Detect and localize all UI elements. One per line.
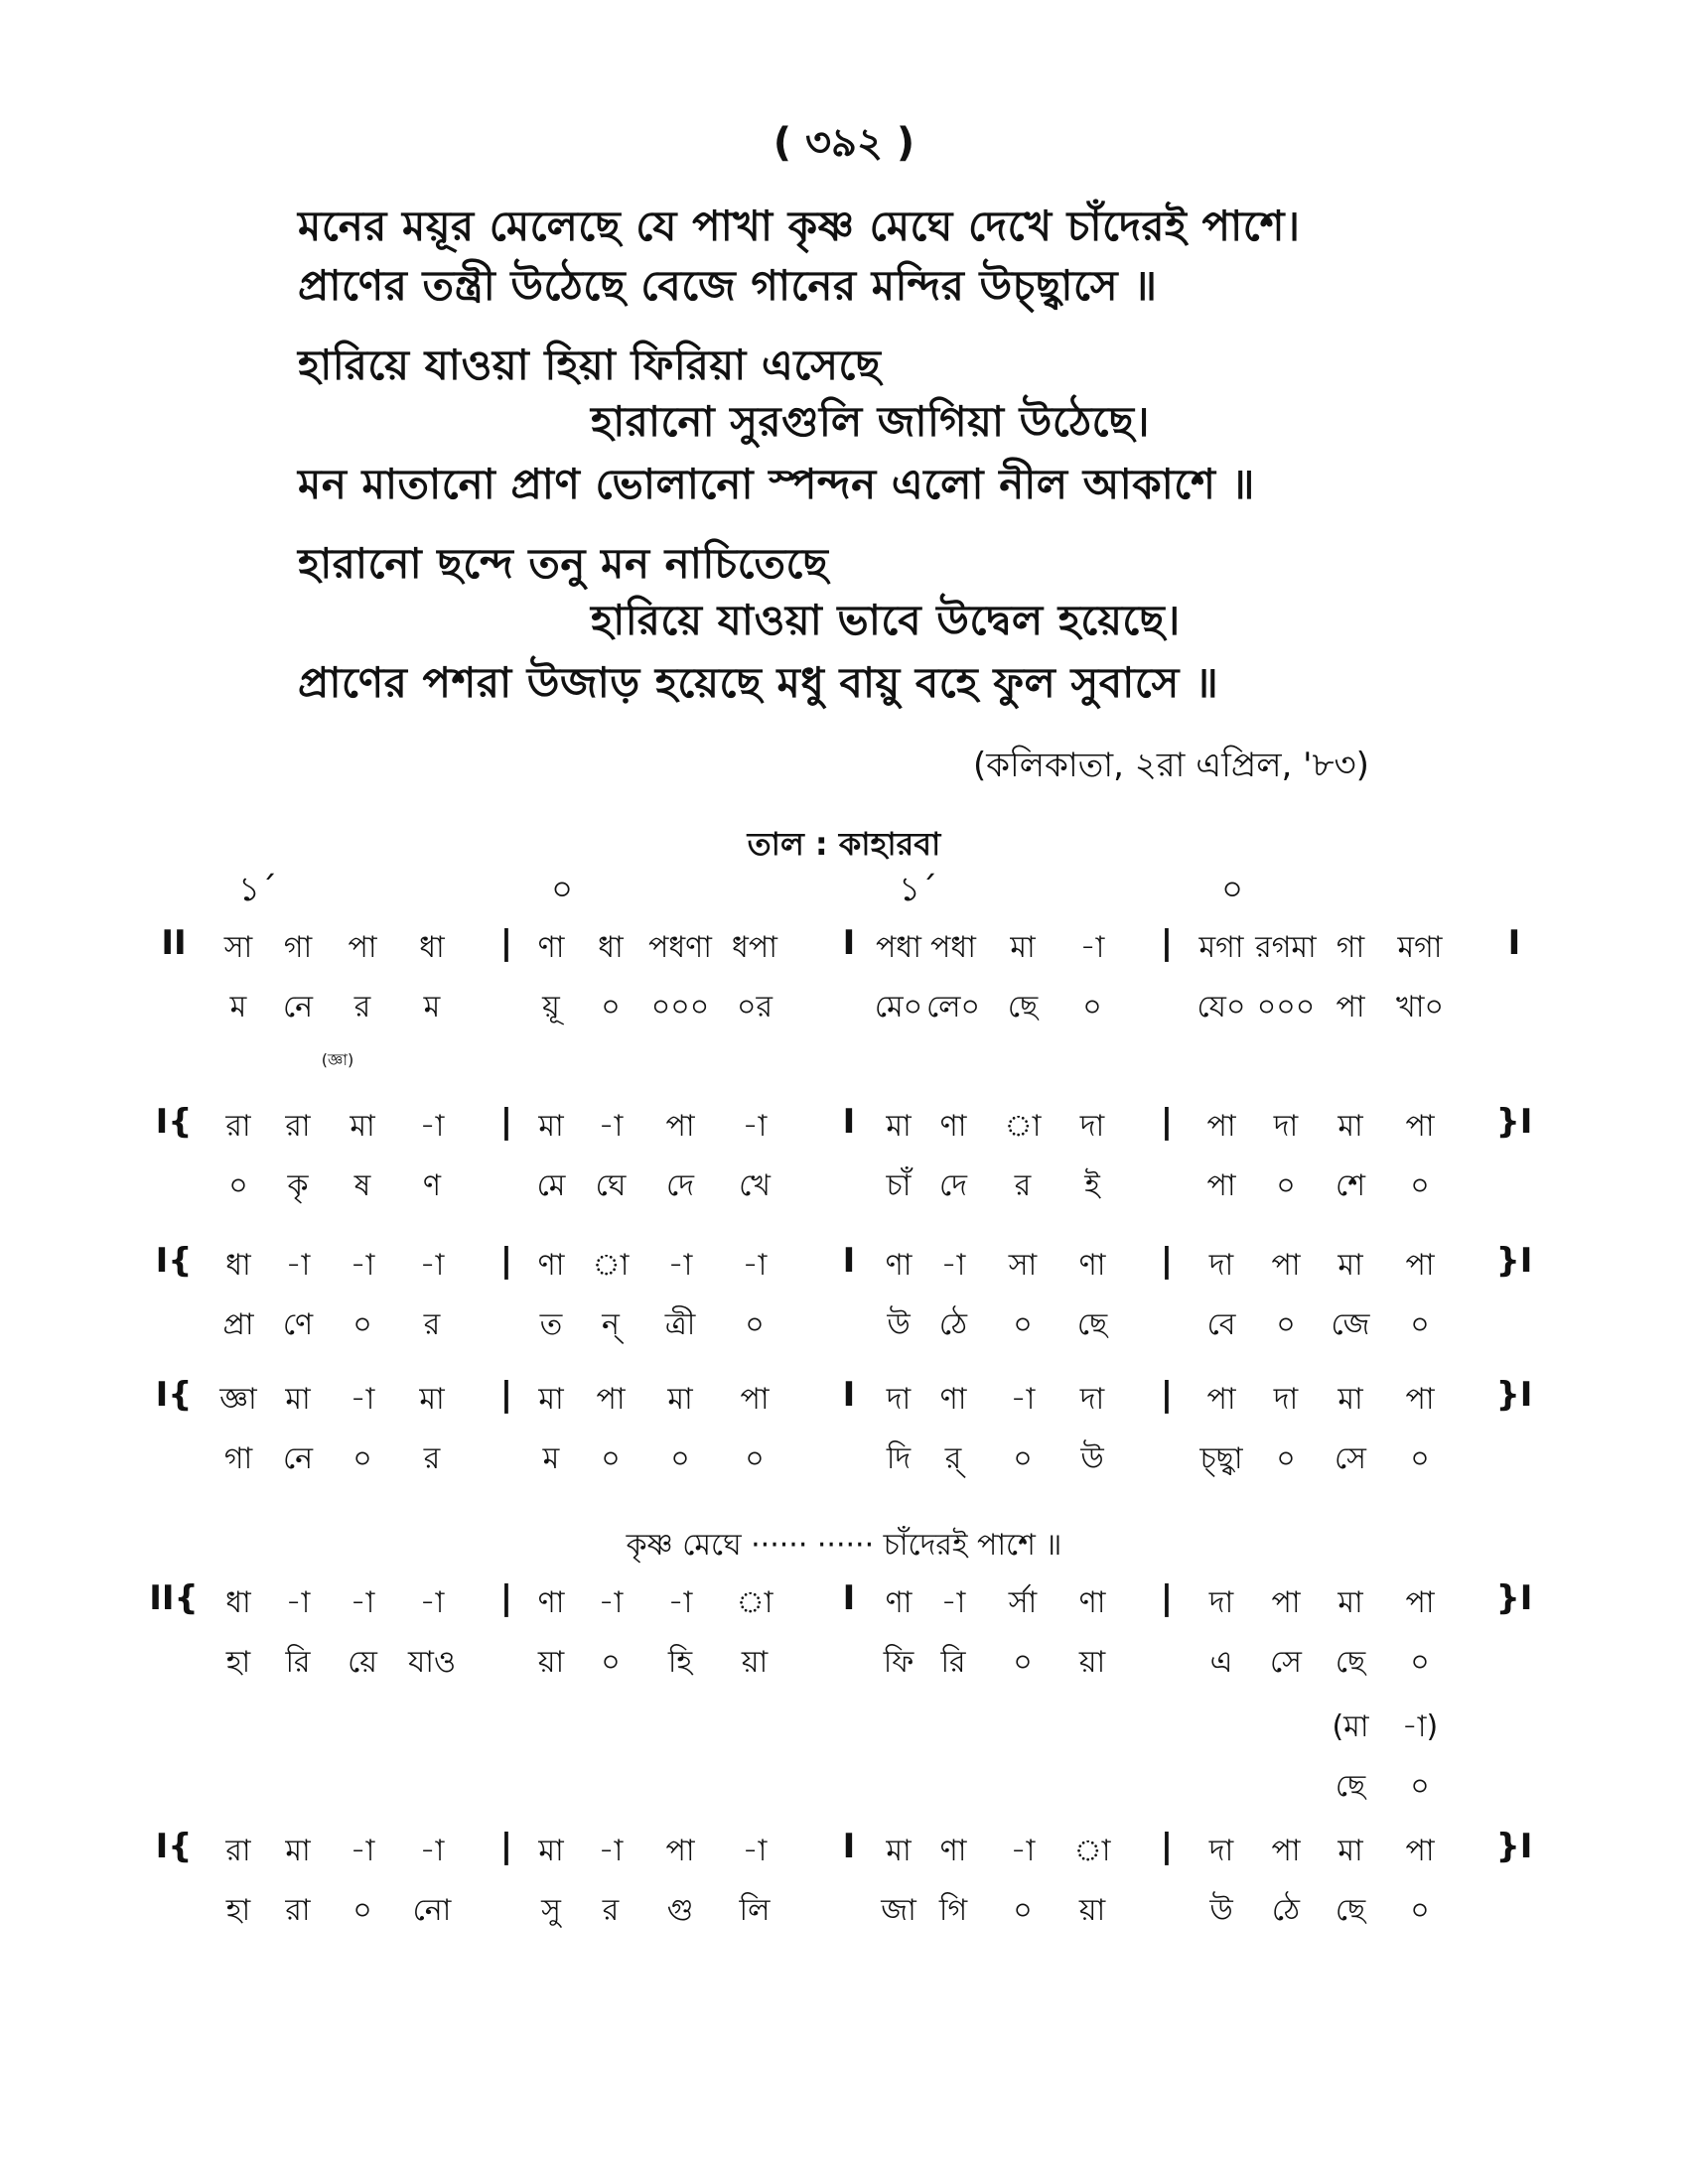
lyric-syllable: ০ (1013, 1307, 1033, 1342)
bar-line: | (499, 1375, 513, 1415)
bar-line: I (842, 923, 856, 963)
section-close-bracket: }I (1495, 1102, 1533, 1142)
alt-lyric-syllable: ০ (1410, 1769, 1430, 1804)
lyric-syllable: ঠে (1271, 1893, 1301, 1928)
lyric-syllable: ত (539, 1307, 563, 1342)
alt-swar-note: -া) (1401, 1709, 1439, 1744)
section-open-bracket: I{ (155, 1102, 193, 1142)
lyric-syllable: ষ (353, 1168, 371, 1203)
lyric-syllable: ছে (1335, 1645, 1366, 1680)
swar-note: ণা (939, 1382, 967, 1417)
lyric-syllable: র (602, 1893, 620, 1928)
lyric-line-8: প্রাণের পশরা উজাড় হয়েছে মধু বায়ু বহে ফুল সুবাসে ॥ (298, 658, 1219, 707)
swar-note: দা (1079, 1109, 1105, 1144)
refrain-note: কৃষ্ণ মেঘে ······ ······ চাঁদেরই পাশে ॥ (626, 1528, 1062, 1563)
tal-label: তাল : কাহারবা (747, 825, 941, 863)
swar-note: পা (1405, 1109, 1435, 1144)
lyric-syllable: জে (1331, 1307, 1370, 1342)
swar-note: -া (742, 1834, 768, 1868)
swar-note: পা (348, 930, 377, 965)
lyric-syllable: ০ (1410, 1441, 1430, 1476)
swar-note: মগা (1397, 930, 1443, 965)
swar-note: ণা (885, 1585, 913, 1620)
swar-note: -া (1010, 1834, 1036, 1868)
swar-note: ধা (225, 1585, 251, 1620)
lyric-syllable: ন্ (602, 1307, 620, 1342)
lyric-syllable: ০ (1013, 1441, 1033, 1476)
swar-note: রা (225, 1834, 251, 1868)
lyric-syllable: য়া (741, 1645, 769, 1680)
bar-line: I (842, 1102, 856, 1142)
lyric-syllable: রা (285, 1893, 311, 1928)
section-open-bracket: II{ (149, 1578, 199, 1618)
lyric-syllable: ই (1084, 1168, 1100, 1203)
section-open-bracket: II (161, 923, 187, 963)
bar-line: | (499, 1827, 513, 1866)
lyric-syllable: ০ (1410, 1893, 1430, 1928)
lyric-syllable: ০ (1276, 1168, 1296, 1203)
swar-note: র্সা (1008, 1585, 1038, 1620)
taal-mark-sam: ১´ (238, 870, 278, 909)
swar-note: -া (742, 1248, 768, 1283)
lyric-syllable: ফি (883, 1645, 914, 1680)
swar-note: -া (667, 1585, 693, 1620)
section-close-bracket: }I (1495, 1578, 1533, 1618)
lyric-syllable: ণে (282, 1307, 314, 1342)
lyric-syllable: য়া (1078, 1645, 1106, 1680)
bar-line: | (499, 923, 513, 963)
swar-note: মা (1337, 1585, 1363, 1620)
swar-note: ণা (1078, 1585, 1106, 1620)
lyric-syllable: যে০ (1196, 990, 1246, 1024)
swar-note: -া (419, 1834, 445, 1868)
swar-note: পা (665, 1109, 695, 1144)
swar-note: ণা (1078, 1248, 1106, 1283)
lyric-syllable: র (423, 1441, 441, 1476)
section-close-bracket: I (1507, 923, 1521, 963)
bar-line: I (842, 1827, 856, 1866)
bar-line: | (1160, 923, 1174, 963)
swar-note: ধা (225, 1248, 251, 1283)
lyric-syllable: উ (1209, 1893, 1233, 1928)
lyric-line-1: মনের ময়ূর মেলেছে যে পাখা কৃষ্ণ মেঘে দেখে চাঁদেরই পাশে। (298, 202, 1301, 250)
swar-note: -া (419, 1109, 445, 1144)
lyric-syllable: ছে (1007, 990, 1039, 1024)
swar-note: ণা (537, 1248, 565, 1283)
swar-note: জ্ঞা (219, 1382, 257, 1417)
swar-note: -া (350, 1834, 375, 1868)
swar-note: া (736, 1585, 774, 1620)
swar-note: রা (285, 1109, 311, 1144)
swar-note: -া (1010, 1382, 1036, 1417)
swar-note: পা (596, 1382, 626, 1417)
lyric-syllable: দি (886, 1441, 912, 1476)
swar-note: মা (538, 1109, 564, 1144)
lyric-line-5: মন মাতানো প্রাণ ভোলানো স্পন্দন এলো নীল আকাশে ॥ (298, 460, 1255, 508)
swar-note: -া (598, 1834, 624, 1868)
swar-note: -া (350, 1248, 375, 1283)
section-close-bracket: }I (1495, 1241, 1533, 1281)
swar-note: া (1004, 1109, 1042, 1144)
lyric-syllable: কৃ (287, 1168, 309, 1203)
lyric-syllable: গু (666, 1893, 694, 1928)
swar-note: ণা (537, 930, 565, 965)
lyric-syllable: শে (1336, 1168, 1365, 1203)
lyric-syllable: ০ (670, 1441, 690, 1476)
lyric-syllable: ০ (228, 1168, 248, 1203)
swar-note: মা (886, 1834, 912, 1868)
section-open-bracket: I{ (155, 1375, 193, 1415)
bar-line: | (499, 1578, 513, 1618)
lyric-syllable: দে (939, 1168, 967, 1203)
section-open-bracket: I{ (155, 1241, 193, 1281)
swar-note: পধা (930, 930, 976, 965)
lyric-syllable: রি (285, 1645, 311, 1680)
lyric-line-4: হারানো সুরগুলি জাগিয়া উঠেছে। (591, 397, 1151, 446)
lyric-syllable: ০০০ (1256, 990, 1316, 1024)
lyric-syllable: উ (887, 1307, 911, 1342)
swar-note: পা (665, 1834, 695, 1868)
swar-note: দা (1208, 1585, 1234, 1620)
swar-note: দা (1208, 1834, 1234, 1868)
lyric-syllable: হা (225, 1893, 251, 1928)
alt-swar-note: (মা (1332, 1709, 1369, 1744)
lyric-syllable: ম (542, 1441, 560, 1476)
lyric-line-6: হারানো ছন্দে তনু মন নাচিতেছে (298, 539, 829, 588)
swar-note: রগমা (1255, 930, 1317, 965)
lyric-syllable: প্রা (222, 1307, 254, 1342)
swar-note: পধণা (647, 930, 713, 965)
swar-note: মা (1337, 1248, 1363, 1283)
lyric-syllable: ম (423, 990, 441, 1024)
lyric-syllable: দে (666, 1168, 694, 1203)
lyric-syllable: ত্রী (664, 1307, 696, 1342)
swar-note: ধা (419, 930, 445, 965)
bar-line: | (1160, 1102, 1174, 1142)
swar-note: -া (742, 1109, 768, 1144)
swar-note: গা (1336, 930, 1365, 965)
lyric-syllable: র (1014, 1168, 1032, 1203)
bar-line: | (499, 1102, 513, 1142)
lyric-syllable: ০ (352, 1441, 372, 1476)
lyric-syllable: খা০ (1396, 990, 1444, 1024)
swar-note: পা (1271, 1585, 1301, 1620)
lyric-syllable: ০ (601, 1645, 621, 1680)
swar-note: -া (285, 1248, 311, 1283)
swar-note: পা (1405, 1585, 1435, 1620)
lyric-syllable: ০ (745, 1307, 765, 1342)
swar-note: -া (419, 1585, 445, 1620)
bar-line: | (1160, 1241, 1174, 1281)
swar-note: মা (419, 1382, 445, 1417)
composition-date-note: (কলিকাতা, ২রা এপ্রিল, '৮৩) (973, 746, 1369, 785)
lyric-syllable: ০ (1276, 1307, 1296, 1342)
bar-line: I (842, 1241, 856, 1281)
bar-line: I (842, 1578, 856, 1618)
bar-line: | (499, 1241, 513, 1281)
swar-note: -া (598, 1109, 624, 1144)
swar-note: ণা (939, 1109, 967, 1144)
bar-line: | (1160, 1827, 1174, 1866)
swar-note: দা (886, 1382, 912, 1417)
swar-note: -া (940, 1248, 966, 1283)
swar-note: -া (940, 1585, 966, 1620)
swar-note: মা (538, 1834, 564, 1868)
lyric-syllable: চাঁ (886, 1168, 912, 1203)
bar-line: | (1160, 1578, 1174, 1618)
swar-note: -া (350, 1585, 375, 1620)
swar-note: দা (1273, 1382, 1299, 1417)
swar-note: পা (1271, 1248, 1301, 1283)
lyric-syllable: নে (282, 990, 314, 1024)
lyric-syllable: গি (938, 1893, 968, 1928)
swar-note: পা (1405, 1834, 1435, 1868)
swar-note: -া (667, 1248, 693, 1283)
lyric-syllable: য়ূ (542, 990, 560, 1024)
lyric-syllable: ণ (422, 1168, 442, 1203)
lyric-syllable: র (353, 990, 371, 1024)
ornament-note: (জ্ঞা) (321, 1050, 354, 1069)
lyric-syllable: ০ (745, 1441, 765, 1476)
lyric-syllable: ছে (1076, 1307, 1108, 1342)
swar-note: মা (285, 1382, 311, 1417)
lyric-syllable: মে (536, 1168, 566, 1203)
swar-note: মা (1337, 1382, 1363, 1417)
bar-line: | (1160, 1375, 1174, 1415)
swar-note: দা (1273, 1109, 1299, 1144)
swar-note: মা (1010, 930, 1036, 965)
taal-mark-khali: ০ (551, 870, 574, 909)
swar-note: -া (350, 1382, 375, 1417)
section-close-bracket: }I (1495, 1375, 1533, 1415)
lyric-syllable: লে০ (925, 990, 981, 1024)
lyric-line-7: হারিয়ে যাওয়া ভাবে উদ্বেল হয়েছে। (591, 596, 1181, 644)
lyric-syllable: ০ (1410, 1168, 1430, 1203)
lyric-line-3: হারিয়ে যাওয়া হিয়া ফিরিয়া এসেছে (298, 341, 882, 389)
lyric-syllable: ঠে (938, 1307, 968, 1342)
lyric-syllable: চ্ছ্বা (1199, 1441, 1243, 1476)
swar-note: -া (1079, 930, 1105, 965)
swar-note: ধপা (732, 930, 777, 965)
lyric-syllable: জা (881, 1893, 916, 1928)
alt-lyric-syllable: ছে (1335, 1769, 1366, 1804)
lyric-syllable: ঘে (595, 1168, 627, 1203)
lyric-syllable: ০ (1013, 1645, 1033, 1680)
swar-note: পা (1405, 1248, 1435, 1283)
lyric-syllable: ০ (1013, 1893, 1033, 1928)
swar-note: মা (350, 1109, 375, 1144)
lyric-syllable: য়া (1078, 1893, 1106, 1928)
lyric-syllable: বে (1206, 1307, 1236, 1342)
lyric-syllable: মে০ (874, 990, 923, 1024)
lyric-syllable: ম (229, 990, 247, 1024)
lyric-syllable: ০ (352, 1307, 372, 1342)
swar-note: পা (1405, 1382, 1435, 1417)
lyric-syllable: ০ (352, 1893, 372, 1928)
swar-note: া (1073, 1834, 1111, 1868)
swar-note: া (592, 1248, 630, 1283)
taal-mark-sam-2: ১´ (899, 870, 938, 909)
swar-note: মা (1337, 1834, 1363, 1868)
swar-note: -া (598, 1585, 624, 1620)
lyric-syllable: সে (1335, 1441, 1366, 1476)
swar-note: ধা (598, 930, 624, 965)
lyric-syllable: গা (223, 1441, 253, 1476)
swar-note: ণা (537, 1585, 565, 1620)
swar-note: পা (1206, 1382, 1236, 1417)
swar-note: পা (740, 1382, 770, 1417)
lyric-syllable: য়ে (348, 1645, 377, 1680)
lyric-syllable: ০ (1410, 1307, 1430, 1342)
swar-note: মা (538, 1382, 564, 1417)
swar-note: মা (886, 1109, 912, 1144)
lyric-syllable: ০ (601, 1441, 621, 1476)
lyric-syllable: ০ (1410, 1645, 1430, 1680)
swar-note: সা (223, 930, 253, 965)
swar-note: পা (1206, 1109, 1236, 1144)
lyric-syllable: হা (225, 1645, 251, 1680)
swar-note: সা (1008, 1248, 1038, 1283)
lyric-syllable: য়া (537, 1645, 565, 1680)
swar-note: -া (419, 1248, 445, 1283)
lyric-syllable: যাও (407, 1645, 457, 1680)
lyric-syllable: ০র (736, 990, 774, 1024)
lyric-syllable: এ (1209, 1645, 1233, 1680)
lyric-syllable: ০০০ (650, 990, 710, 1024)
lyric-syllable: সে (1270, 1645, 1302, 1680)
lyric-syllable: ০ (601, 990, 621, 1024)
lyric-syllable: র (423, 1307, 441, 1342)
swar-note: ণা (885, 1248, 913, 1283)
swar-note: রা (225, 1109, 251, 1144)
lyric-syllable: নে (282, 1441, 314, 1476)
swar-note: ণা (939, 1834, 967, 1868)
lyric-syllable: র্ (944, 1441, 962, 1476)
lyric-syllable: হি (667, 1645, 693, 1680)
lyric-syllable: লি (739, 1893, 771, 1928)
section-close-bracket: }I (1495, 1827, 1533, 1866)
taal-mark-khali-2: ০ (1221, 870, 1244, 909)
swar-note: মগা (1198, 930, 1244, 965)
lyric-syllable: নো (412, 1893, 452, 1928)
lyric-line-2: প্রাণের তন্ত্রী উঠেছে বেজে গানের মন্দির উচ্ছ্বাসে ॥ (298, 261, 1158, 310)
swar-note: দা (1079, 1382, 1105, 1417)
lyric-syllable: খে (739, 1168, 771, 1203)
swar-note: মা (285, 1834, 311, 1868)
section-open-bracket: I{ (155, 1827, 193, 1866)
lyric-syllable: ০ (1082, 990, 1102, 1024)
lyric-syllable: পা (1336, 990, 1365, 1024)
swar-note: -া (285, 1585, 311, 1620)
swar-note: গা (283, 930, 313, 965)
swar-note: পধা (876, 930, 921, 965)
swar-note: দা (1208, 1248, 1234, 1283)
swar-note: মা (667, 1382, 693, 1417)
bar-line: I (842, 1375, 856, 1415)
page-number: ( ৩৯২ ) (773, 120, 915, 166)
lyric-syllable: ০ (1276, 1441, 1296, 1476)
lyric-syllable: সু (541, 1893, 561, 1928)
swar-note: মা (1337, 1109, 1363, 1144)
swar-note: পা (1271, 1834, 1301, 1868)
lyric-syllable: রি (940, 1645, 966, 1680)
lyric-syllable: ছে (1335, 1893, 1366, 1928)
lyric-syllable: উ (1080, 1441, 1104, 1476)
lyric-syllable: পা (1206, 1168, 1236, 1203)
